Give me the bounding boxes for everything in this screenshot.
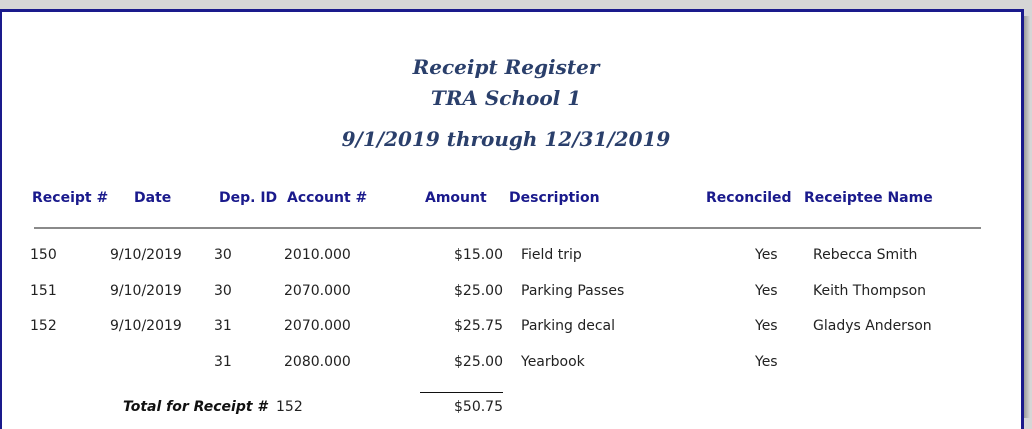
cell-amount: $15.00 [454, 247, 503, 263]
column-header-amount: Amount [425, 190, 487, 206]
cell-dep-id: 30 [214, 283, 232, 299]
cell-date: 9/10/2019 [110, 318, 182, 334]
column-header-dep-id: Dep. ID [219, 190, 278, 206]
cell-account: 2080.000 [284, 354, 351, 370]
cell-reconciled: Yes [755, 247, 778, 263]
cell-reconciled: Yes [755, 283, 778, 299]
cell-receiptee: Keith Thompson [813, 283, 927, 299]
school-name: TRA School 1 [430, 86, 582, 110]
page-shadow [1024, 16, 1030, 418]
report-page [0, 9, 1024, 429]
cell-reconciled: Yes [755, 354, 778, 370]
cell-dep-id: 31 [214, 354, 232, 370]
cell-description: Parking decal [521, 318, 616, 334]
cell-account: 2070.000 [284, 283, 351, 299]
cell-receipt: 150 [30, 247, 57, 263]
cell-amount: $25.00 [454, 354, 503, 370]
cell-receiptee: Rebecca Smith [813, 247, 918, 263]
total-receipt-number: 152 [276, 399, 303, 415]
cell-receipt: 152 [30, 318, 57, 334]
column-header-reconciled: Reconciled [706, 190, 792, 206]
cell-description: Parking Passes [521, 283, 625, 299]
cell-description: Field trip [521, 247, 582, 263]
cell-dep-id: 31 [214, 318, 232, 334]
cell-amount: $25.00 [454, 283, 503, 299]
column-header-account: Account # [287, 190, 368, 206]
cell-date: 9/10/2019 [110, 283, 182, 299]
report-title: Receipt Register [412, 55, 600, 79]
column-header-date: Date [134, 190, 172, 206]
cell-reconciled: Yes [755, 318, 778, 334]
total-underline [420, 392, 503, 393]
header-divider [34, 227, 981, 229]
total-label: Total for Receipt # [123, 399, 268, 415]
cell-account: 2010.000 [284, 247, 351, 263]
cell-dep-id: 30 [214, 247, 232, 263]
cell-amount: $25.75 [454, 318, 503, 334]
cell-date: 9/10/2019 [110, 247, 182, 263]
total-amount: $50.75 [454, 399, 503, 415]
column-header-description: Description [509, 190, 600, 206]
cell-receipt: 151 [30, 283, 57, 299]
cell-account: 2070.000 [284, 318, 351, 334]
cell-description: Yearbook [521, 354, 585, 370]
date-range: 9/1/2019 through 12/31/2019 [341, 127, 671, 151]
column-header-receiptee: Receiptee Name [804, 190, 933, 206]
cell-receiptee: Gladys Anderson [813, 318, 932, 334]
column-header-receipt: Receipt # [32, 190, 109, 206]
